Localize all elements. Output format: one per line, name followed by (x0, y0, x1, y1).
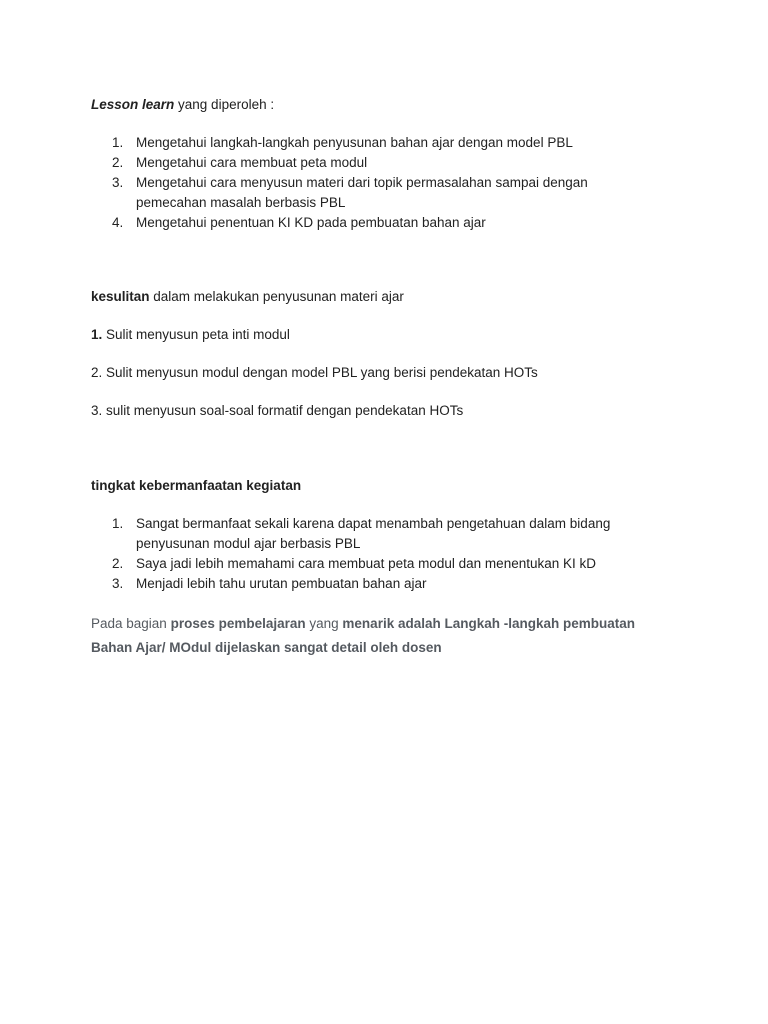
list-text: Menjadi lebih tahu urutan pembuatan bahan ajar (136, 576, 427, 591)
list-text-line: Sangat bermanfaat sekali karena dapat menambah pengetahuan dalam bidang (136, 516, 611, 531)
list-text: Mengetahui langkah-langkah penyusunan bahan ajar dengan model PBL (136, 135, 573, 150)
closing-text: yang (305, 616, 343, 631)
closing-text: Pada bagian (91, 616, 171, 631)
list-text-line: Mengetahui cara menyusun materi dari topik permasalahan sampai dengan (136, 175, 588, 190)
kesulitan-heading-bold: kesulitan (91, 289, 150, 304)
list-text: Sulit menyusun modul dengan model PBL yang berisi pendekatan HOTs (102, 365, 538, 380)
list-text: Saya jadi lebih memahami cara membuat peta modul dan menentukan KI kD (136, 556, 596, 571)
list-number: 3. (112, 175, 124, 190)
lesson-learn-heading-bold: Lesson learn (91, 97, 175, 112)
kebermanfaatan-heading: tingkat kebermanfaatan kegiatan (91, 478, 302, 493)
list-text: Sulit menyusun peta inti modul (102, 327, 290, 342)
closing-text-bold: Bahan Ajar/ MOdul dijelaskan sangat detail oleh dosen (91, 640, 442, 655)
lesson-learn-heading (91, 96, 274, 114)
list-number: 2. (112, 155, 124, 170)
kesulitan-item (91, 364, 538, 382)
kesulitan-heading-rest: dalam melakukan penyusunan materi ajar (149, 289, 404, 304)
list-number: 3. (112, 576, 124, 591)
list-text: Mengetahui penentuan KI KD pada pembuatan bahan ajar (136, 215, 486, 230)
lesson-learn-heading-rest: yang diperoleh : (174, 97, 275, 112)
kesulitan-heading (91, 288, 404, 306)
list-number: 4. (112, 215, 124, 230)
list-number: 2. (91, 365, 103, 380)
list-number: 3. (91, 403, 103, 418)
list-text (136, 173, 588, 213)
list-number: 1. (112, 516, 124, 531)
kesulitan-item (91, 402, 463, 420)
list-text: sulit menyusun soal-soal formatif dengan pendekatan HOTs (102, 403, 464, 418)
list-number: 1. (112, 135, 124, 150)
list-text: Mengetahui cara membuat peta modul (136, 155, 368, 170)
list-text-line: penyusunan modul ajar berbasis PBL (136, 536, 361, 551)
list-number: 1. (91, 327, 103, 342)
closing-text-bold: menarik adalah Langkah -langkah pembuatan (342, 616, 635, 631)
closing-paragraph (91, 612, 635, 660)
list-text-line: pemecahan masalah berbasis PBL (136, 195, 346, 210)
kesulitan-item (91, 326, 290, 344)
list-text (136, 514, 610, 554)
list-number: 2. (112, 556, 124, 571)
closing-text-bold: proses pembelajaran (170, 616, 306, 631)
